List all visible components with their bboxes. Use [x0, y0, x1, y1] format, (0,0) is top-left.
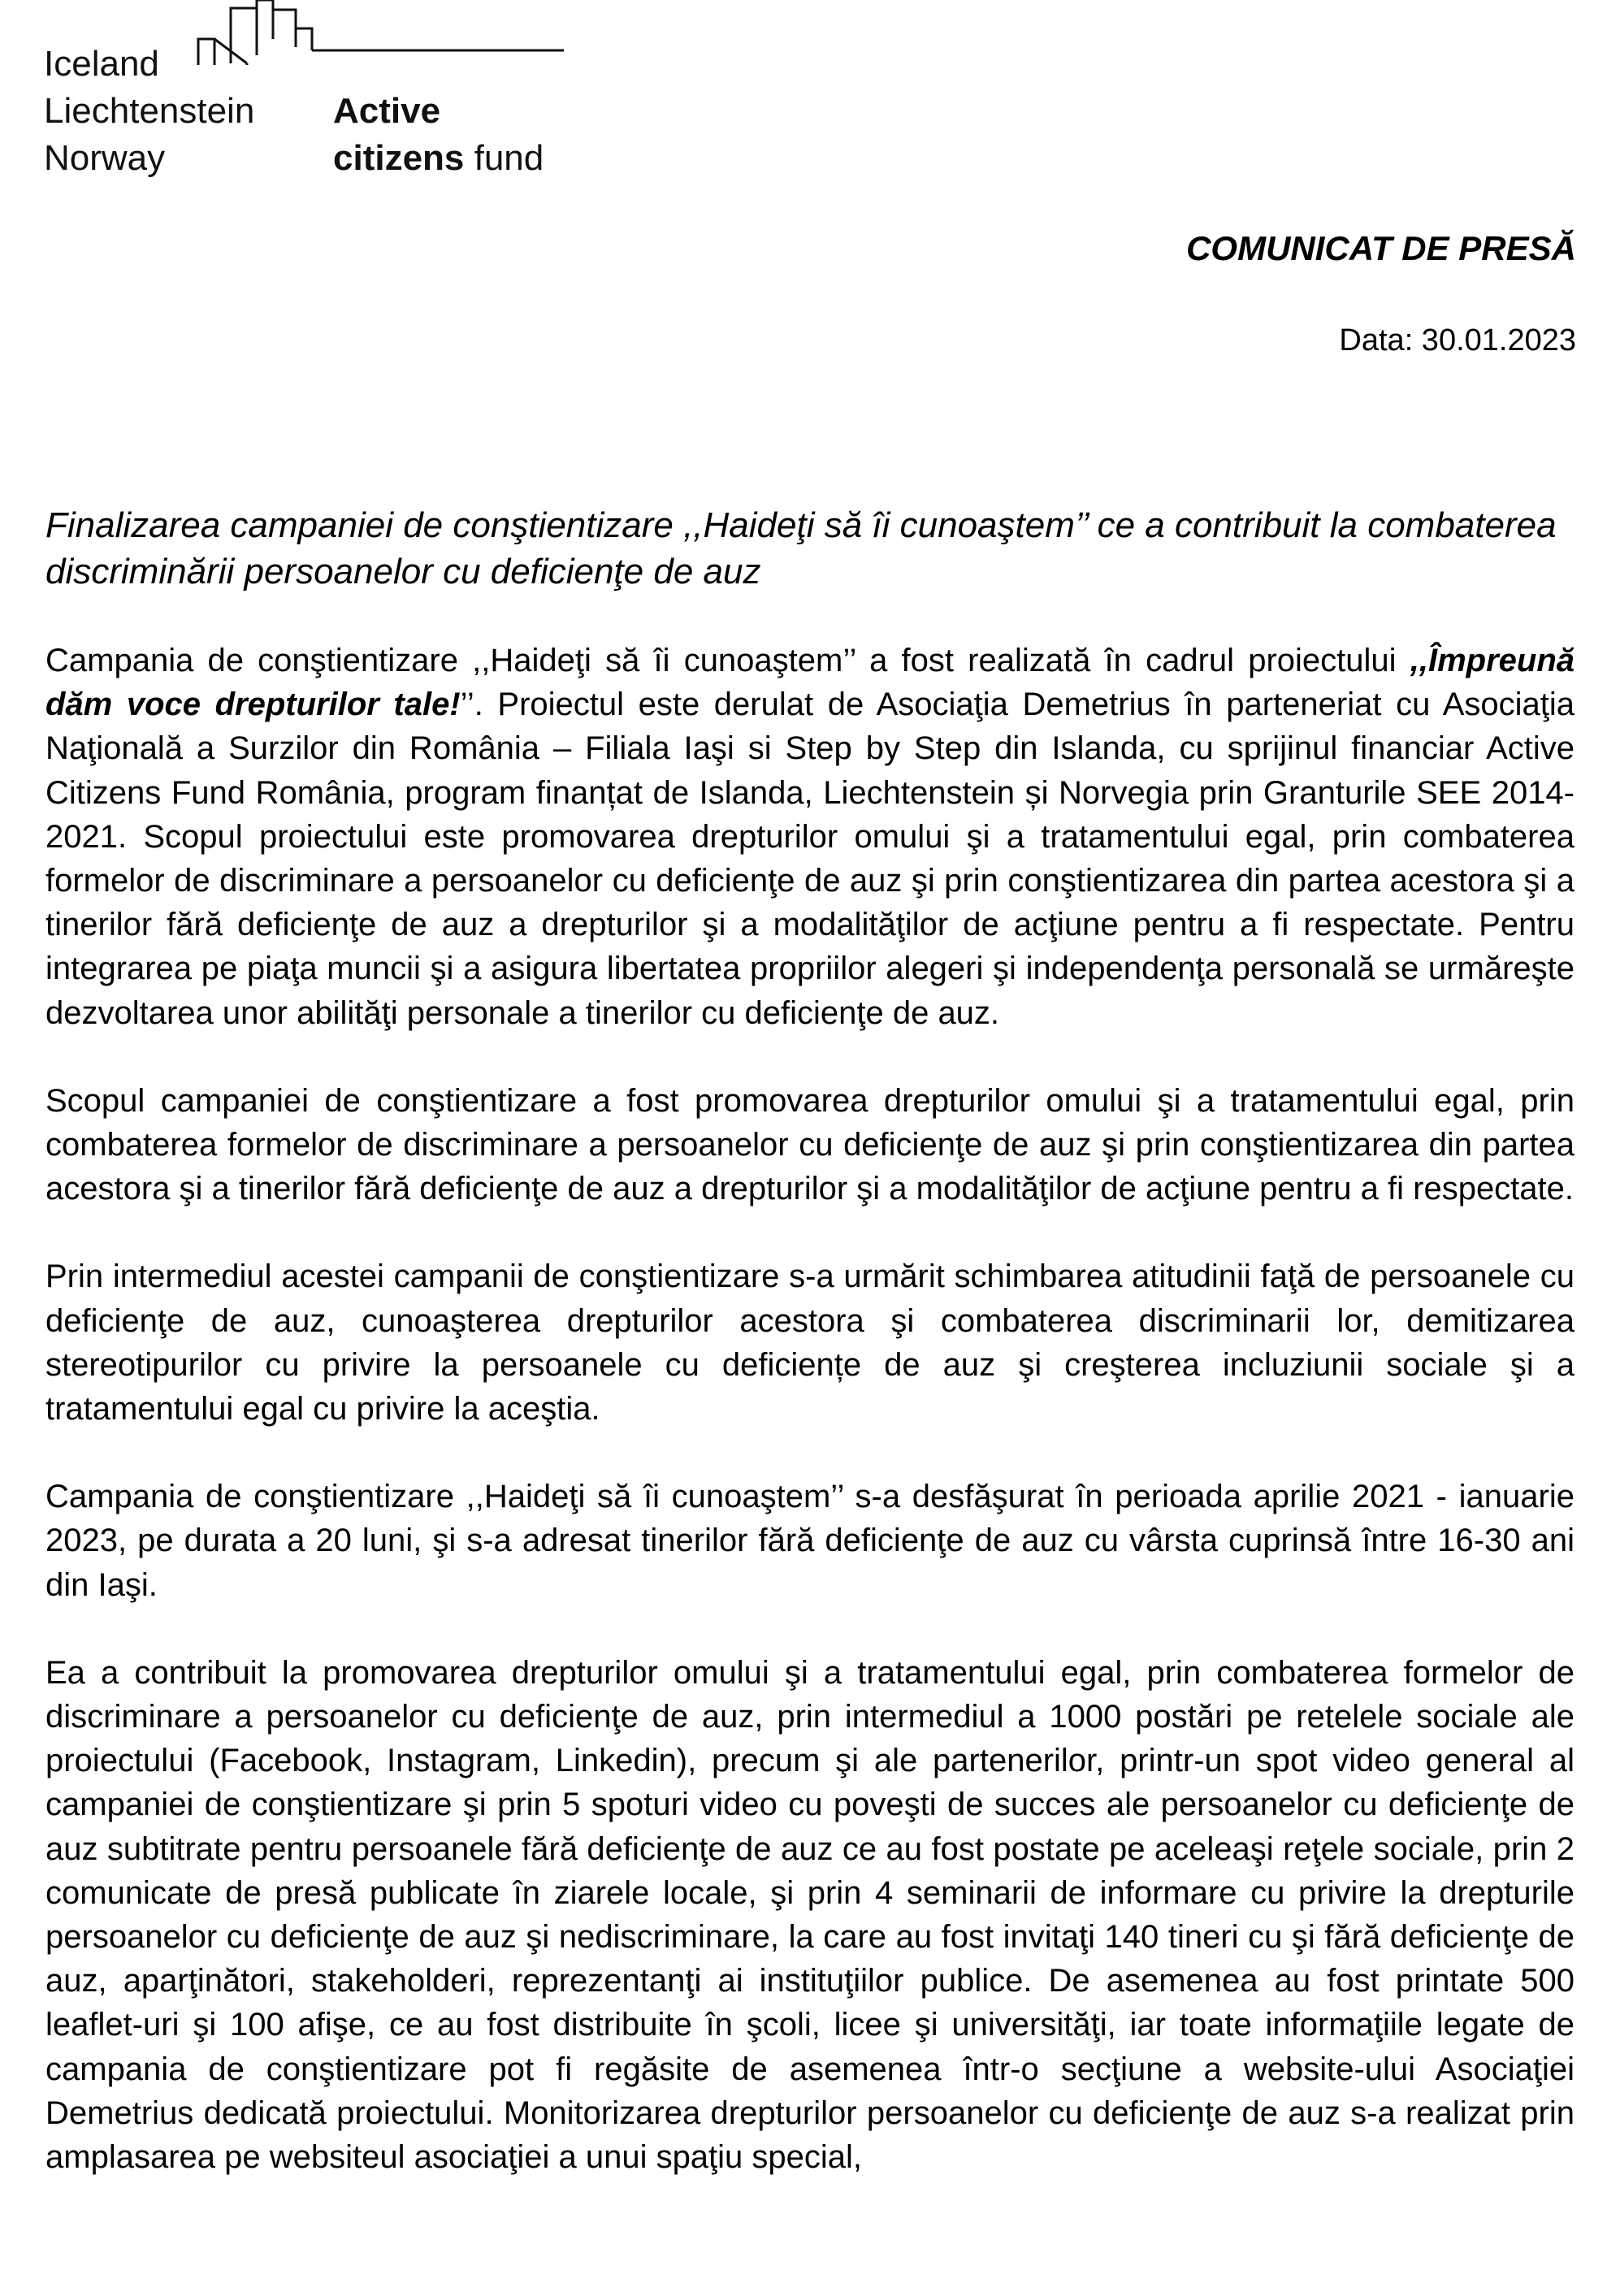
logo — [44, 0, 572, 187]
logo-country-liechtenstein: Liechtenstein — [44, 91, 255, 131]
logo-countries — [44, 41, 254, 182]
logo-fund-rest: fund — [464, 138, 544, 178]
document-body — [45, 639, 1575, 2223]
paragraph-3: Prin intermediul acestei campanii de conştientizare s-a urmărit schimbarea atitudinii faţă de persoanele cu deficienţe de auz, cunoaşterea drepturilor acestora şi combaterea discriminarii lor, demitizarea stereotipurilor cu privire la persoanele cu deficiențe de auz şi creşterea incluziunii sociale şi a tratamentului egal cu privire la aceştia. — [45, 1258, 1575, 1427]
paragraph-4: Campania de conştientizare ,,Haideţi să îi cunoaştem’’ s-a desfăşurat în perioada aprilie 2021 - ianuarie 2023, pe durata a 20 luni, şi s-a adresat tinerilor fără deficienţe de auz cu vârsta cuprinsă între 16-30 ani din Iaşi. — [45, 1479, 1575, 1603]
logo-fund-citizens: citizens — [333, 138, 465, 178]
logo-fund-name — [333, 88, 544, 182]
paragraph-2: Scopul campaniei de conştientizare a fost promovarea drepturilor omului şi a tratamentului egal, prin combaterea formelor de discriminare a persoanelor cu deficienţe de auz şi prin conştientizarea din partea acestora şi a tinerilor fără deficienţe de auz a drepturilor şi a modalităţilor de acţiune pentru a fi respectate. — [45, 1082, 1575, 1207]
paragraph-1-rest: ’’. Proiectul este derulat de Asociaţia Demetrius în parteneriat cu Asociaţia Naţională a Surzilor din România – Filiala Iaşi si Step by Step din Islanda, cu sprijinul financiar Active Citizens Fund România, program finanțat de Islanda, Liechtenstein și Norvegia prin Granturile SEE 2014-2021. Scopul proiectului este promovarea drepturilor omului şi a tratamentului egal, prin combaterea formelor de discriminare a persoanelor cu deficienţe de auz şi prin conştientizarea din partea acestora şi a tinerilor fără deficienţe de auz a drepturilor şi a modalităţilor de acţiune pentru a fi respectate. Pentru integrarea pe piaţa muncii şi a asigura libertatea propriilor alegeri şi independenţa personală se urmăreşte dezvoltarea unor abilităţi personale a tinerilor cu deficienţe de auz. — [45, 687, 1575, 1031]
project-name: ,,Împreună dăm voce drepturilor tale! — [45, 643, 1575, 723]
paragraph-5: Ea a contribuit la promovarea drepturilor omului şi a tratamentului egal, prin combaterea formelor de discriminare a persoanelor cu deficienţe de auz, prin intermediul a 1000 postări pe retelele sociale ale proiectului (Facebook, Instagram, Linkedin), precum şi ale partenerilor, printr-un spot video general al campaniei de conştientizare şi prin 5 spoturi video cu poveşti de succes ale persoanelor cu deficienţe de auz subtitrate pentru persoanele fără deficienţe de auz ce au fost postate pe aceleaşi reţele sociale, prin 2 comunicate de presă publicate în ziarele locale, şi prin 4 seminarii de informare cu privire la drepturile persoanelor cu deficienţe de auz şi nediscriminare, la care au fost invitaţi 140 tineri cu şi fără deficienţe de auz, aparţinători, stakeholderi, reprezentanţi ai instituţiilor publice. De asemenea au fost printate 500 leaflet-uri şi 100 afişe, ce au fost distribuite în şcoli, licee şi universităţi, iar toate informaţiile legate de campania de conştientizare pot fi regăsite de asemenea într-o secţiune a website-ului Asociaţiei Demetrius dedicată proiectului. Monitorizarea drepturilor persoanelor cu deficienţe de auz s-a realizat prin amplasarea pe websiteul asociaţiei a unui spaţiu special, — [45, 1654, 1575, 2176]
logo-country-iceland: Iceland — [44, 44, 159, 84]
paragraph-1 — [45, 639, 1575, 1035]
headline: Finalizarea campaniei de conştientizare ,,Haideţi să îi cunoaştem’’ ce a contribuit la combaterea discriminării persoanelor cu deficienţe de auz — [45, 505, 1557, 591]
paragraph-1-start: Campania de conştientizare ,,Haideţi să îi cunoaştem’’ a fost realizată în cadrul proiectului — [45, 643, 1410, 678]
press-release-title: COMUNICAT DE PRESĂ — [1186, 229, 1576, 267]
logo-country-norway: Norway — [44, 138, 166, 178]
document-date: Data: 30.01.2023 — [1339, 323, 1576, 357]
logo-fund-line2 — [333, 135, 544, 182]
logo-fund-line1: Active — [333, 91, 441, 131]
